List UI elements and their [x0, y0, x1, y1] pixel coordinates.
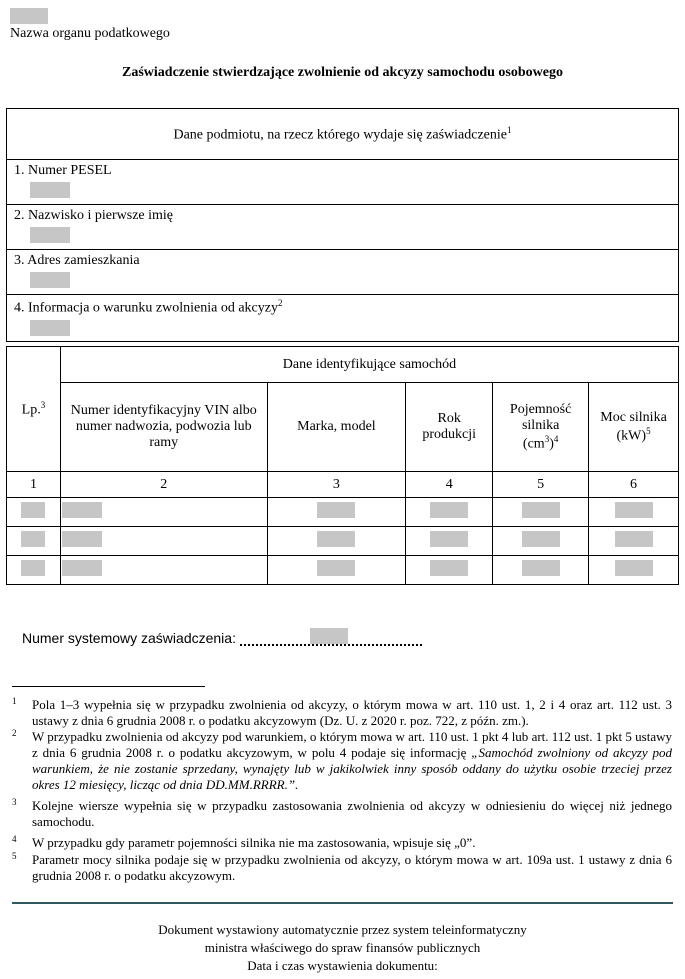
- pesel-value-placeholder: [30, 182, 70, 198]
- year-placeholder: [430, 531, 468, 547]
- table-row: [7, 295, 679, 342]
- address-label: 3. Adres zamieszkania: [14, 253, 140, 268]
- power-placeholder: [615, 560, 653, 576]
- vin-placeholder: [62, 502, 102, 518]
- column-number: 5: [493, 472, 589, 498]
- footer-line: ministra właściwego do spraw finansów publicznych: [204, 940, 481, 955]
- make-placeholder: [317, 560, 355, 576]
- subject-header-text: Dane podmiotu, na rzecz którego wydaje się zaświadczenie: [173, 127, 508, 143]
- table-row: [7, 160, 679, 205]
- footnote-4: 4 W przypadku gdy parametr pojemności silnika nie ma zastosowania, wpisuje się „0”.: [12, 834, 476, 850]
- column-numbers-row: [7, 472, 679, 498]
- vin-placeholder: [62, 531, 102, 547]
- table-row: [7, 556, 679, 585]
- name-label: 2. Nazwisko i pierwsze imię: [14, 208, 174, 223]
- engine-header: Pojemność silnika $(cm^3)^4$: [493, 383, 589, 472]
- column-number: 2: [60, 472, 267, 498]
- engine-placeholder: [522, 531, 560, 547]
- system-number-placeholder: [310, 628, 348, 644]
- table-row: [7, 527, 679, 556]
- make-header: Marka, model: [267, 383, 406, 472]
- engine-placeholder: [522, 502, 560, 518]
- system-number-field: [240, 630, 422, 646]
- address-value-placeholder: [30, 272, 70, 288]
- vin-header: Numer identyfikacyjny VIN albo numer nadwozia, podwozia lub ramy: [60, 383, 267, 472]
- footnote-1: 1 Pola 1–3 wypełnia się w przypadku zwolnienia od akcyzy, o którym mowa w art. 110 ust. 1, 2 i 4 oraz art. 112 ust. 3 ustawy z dnia 6 grudnia 2008 r. o podatku akcyzowym (Dz. U. z 2020 r. poz. 722, z późn. zm.).: [12, 696, 672, 728]
- subject-header: [7, 109, 679, 160]
- power-header: Moc silnika (kW)$^5$: [589, 383, 679, 472]
- condition-value-placeholder: [30, 320, 70, 336]
- column-number: 1: [7, 472, 61, 498]
- system-number: [22, 630, 422, 646]
- table-row: [7, 205, 679, 250]
- office-placeholder: [10, 8, 48, 24]
- year-placeholder: [430, 502, 468, 518]
- year-placeholder: [430, 560, 468, 576]
- column-number: 6: [589, 472, 679, 498]
- subject-table: [6, 108, 679, 342]
- footnote-separator: [12, 686, 205, 687]
- system-number-label: Numer systemowy zaświadczenia:: [22, 630, 236, 646]
- footnote-ref: 1: [507, 124, 512, 135]
- column-number: 3: [267, 472, 406, 498]
- year-header: Rok produkcji: [406, 383, 493, 472]
- footer-rule: [12, 902, 673, 904]
- pesel-label: 1. Numer PESEL: [14, 163, 112, 178]
- lp-header: Lp.$^3$: [7, 347, 61, 472]
- make-placeholder: [317, 531, 355, 547]
- power-placeholder: [615, 531, 653, 547]
- vehicles-table: [6, 346, 679, 585]
- column-number: 4: [406, 472, 493, 498]
- footnote-2: 2 W przypadku zwolnienia od akcyzy pod warunkiem, o którym mowa w art. 110 ust. 1 pkt 4 lub art. 112 ust. 1 pkt 5 ustawy z dnia 6 grudnia 2008 r. o podatku akcyzowym, w polu 4 podaje się informację „Samochód zwolniony od akcyzy pod warunkiem, że nie zostanie sprzedany, wynajęty lub w jakikolwiek inny sposób oddany do użytku osobie trzeciej przez okres 12 miesięcy, licząc od dnia DD.MM.RRRR.”.: [12, 728, 672, 792]
- make-placeholder: [317, 502, 355, 518]
- lp-placeholder: [21, 502, 45, 518]
- footnote-5: 5 Parametr mocy silnika podaje się w przypadku zwolnienia od akcyzy, o którym mowa w art. 109a ust. 1 ustawy z dnia 6 grudnia 2008 r. o podatku akcyzowym.: [12, 851, 672, 883]
- vin-placeholder: [62, 560, 102, 576]
- name-value-placeholder: [30, 227, 70, 243]
- footer: [0, 921, 685, 975]
- power-placeholder: [615, 502, 653, 518]
- lp-placeholder: [21, 560, 45, 576]
- document-title: Zaświadczenie stwierdzające zwolnienie od akcyzy samochodu osobowego: [122, 65, 563, 80]
- footer-line: Data i czas wystawienia dokumentu:: [247, 958, 438, 973]
- table-row: [7, 498, 679, 527]
- lp-placeholder: [21, 531, 45, 547]
- footnote-3: 3 Kolejne wiersze wypełnia się w przypadku zastosowania zwolnienia od akcyzy w odniesieniu do więcej niż jednego samochodu.: [12, 797, 672, 829]
- footer-line: Dokument wystawiony automatycznie przez system teleinformatyczny: [158, 922, 527, 937]
- table-row: [7, 250, 679, 295]
- office-name: Nazwa organu podatkowego: [10, 26, 170, 41]
- engine-placeholder: [522, 560, 560, 576]
- vehicle-caption: Dane identyfikujące samochód: [60, 347, 678, 383]
- condition-label: 4. Informacja o warunku zwolnienia od akcyzy$^2$: [14, 298, 283, 316]
